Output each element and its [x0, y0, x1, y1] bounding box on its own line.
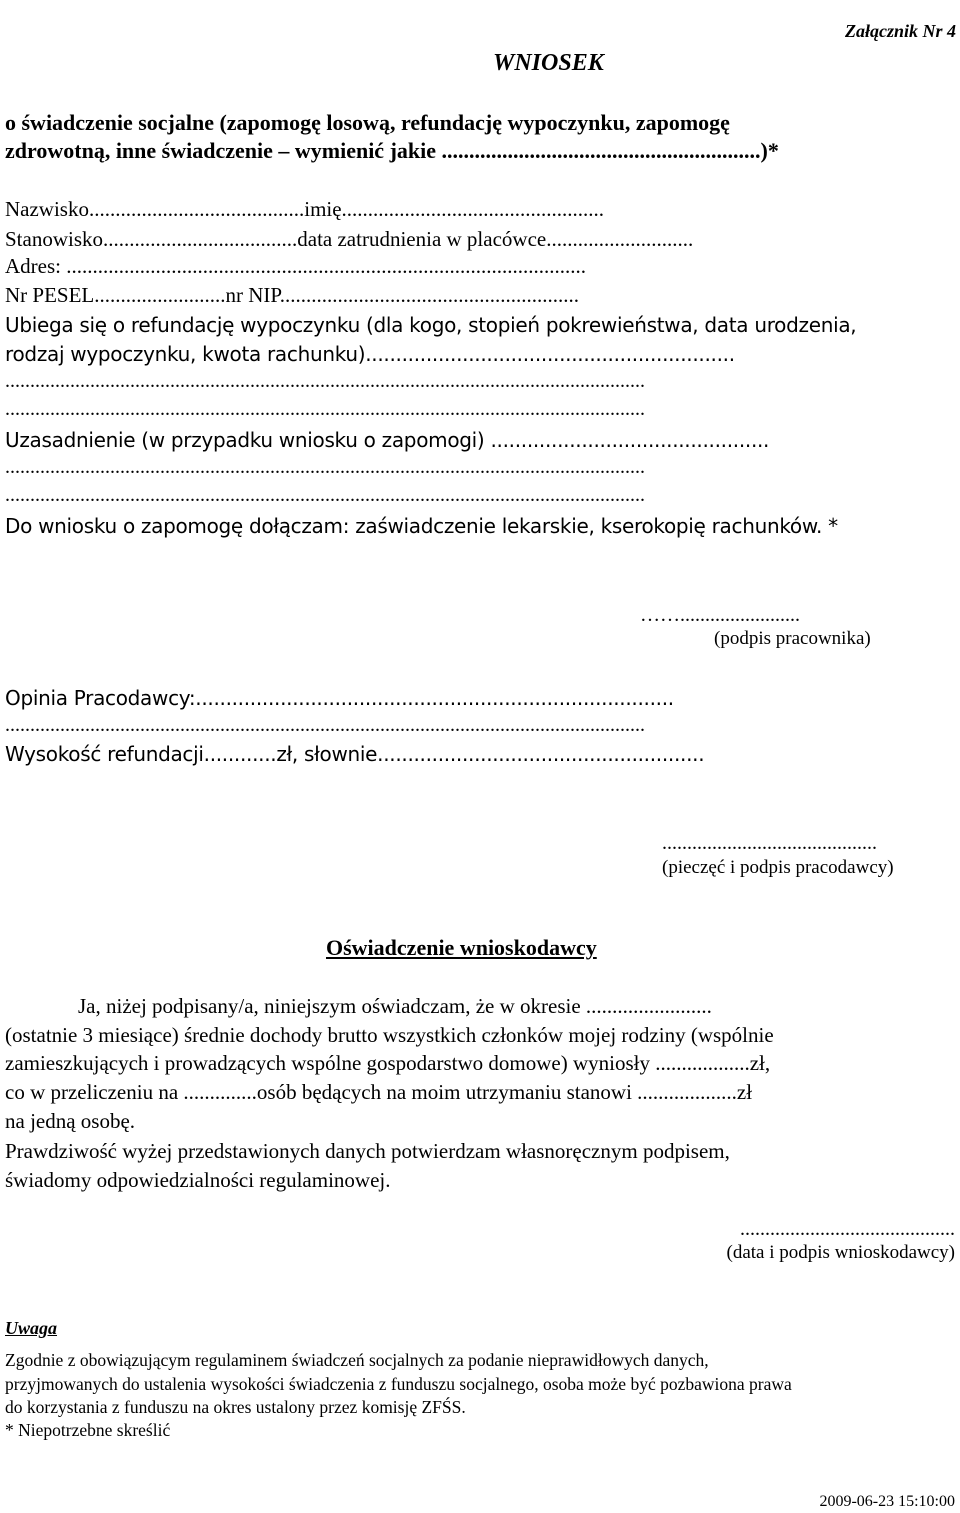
note-line-1: Zgodnie z obowiązującym regulaminem świadczeń socjalnych za podanie nieprawidłowych danych,: [5, 1350, 709, 1370]
document-title: WNIOSEK: [493, 50, 604, 76]
address-field[interactable]: Adres: ...................................................................................................: [5, 254, 586, 278]
declaration-line-4[interactable]: co w przeliczeniu na ..............osób będących na moim utrzymaniu stanowi ...................zł: [5, 1080, 753, 1104]
applicant-signature-dots[interactable]: ...........................................: [740, 1218, 955, 1240]
employer-signature-label: (pieczęć i podpis pracodawcy): [662, 857, 894, 878]
note-heading: Uwaga: [5, 1318, 58, 1338]
employee-signature-label: (podpis pracownika): [714, 628, 871, 649]
justification-line[interactable]: Uzasadnienie (w przypadku wniosku o zapomogi) ..............................................: [5, 428, 770, 452]
note-line-2: przyjmowanych do ustalenia wysokości świadczenia z funduszu socjalnego, osoba może być pozbawiona prawa: [5, 1374, 792, 1394]
position-field[interactable]: Stanowisko.....................................data zatrudnienia w placówce............................: [5, 227, 694, 251]
attachments-line: Do wniosku o zapomogę dołączam: zaświadczenie lekarskie, kserokopię rachunków. *: [5, 514, 838, 538]
refund-line-1: Ubiega się o refundację wypoczynku (dla kogo, stopień pokrewieństwa, data urodzenia,: [5, 313, 857, 337]
surname-field[interactable]: Nazwisko.........................................imię..................................................: [5, 197, 605, 221]
declaration-line-6: Prawdziwość wyżej przedstawionych danych potwierdzam własnoręcznym podpisem,: [5, 1139, 730, 1163]
timestamp: 2009-06-23 15:10:00: [819, 1493, 955, 1510]
declaration-line-3[interactable]: zamieszkujących i prowadzących wspólne gospodarstwo domowe) wyniosły ..................zł,: [5, 1051, 771, 1075]
subject-line-1: o świadczenie socjalne (zapomogę losową, refundację wypoczynku, zapomogę: [5, 110, 730, 135]
justification-dots-1[interactable]: ................................................................................................................................: [5, 456, 645, 478]
employer-signature-dots[interactable]: ...........................................: [662, 832, 877, 854]
pesel-nip-field[interactable]: Nr PESEL.........................nr NIP.........................................................: [5, 283, 580, 307]
subject-line-2: zdrowotną, inne świadczenie – wymienić jakie ..........................................................)*: [5, 138, 779, 163]
declaration-line-2: (ostatnie 3 miesiące) średnie dochody brutto wszystkich członków mojej rodziny (wspólnie: [5, 1023, 774, 1047]
annex-label: Załącznik Nr 4: [844, 21, 956, 41]
refund-dots-1[interactable]: ................................................................................................................................: [5, 370, 645, 392]
declaration-line-1[interactable]: Ja, niżej podpisany/a, niniejszym oświadczam, że w okresie ........................: [78, 994, 712, 1018]
declaration-line-7: świadomy odpowiedzialności regulaminowej.: [5, 1168, 391, 1192]
applicant-signature-label: (data i podpis wnioskodawcy): [726, 1242, 955, 1263]
employee-signature-dots[interactable]: ……........................: [640, 604, 800, 626]
note-line-4: * Niepotrzebne skreślić: [5, 1420, 171, 1440]
declaration-line-5: na jedną osobę.: [5, 1109, 136, 1133]
note-line-3: do korzystania z funduszu na okres ustalony przez komisję ZFŚS.: [5, 1397, 466, 1417]
refund-dots-2[interactable]: ................................................................................................................................: [5, 398, 645, 420]
refund-amount-line[interactable]: Wysokość refundacji............zł, słownie......................................................: [5, 742, 705, 766]
employer-opinion-line[interactable]: Opinia Pracodawcy:...............................................................................: [5, 686, 674, 710]
declaration-heading: Oświadczenie wnioskodawcy: [326, 935, 597, 960]
justification-dots-2[interactable]: ................................................................................................................................: [5, 484, 645, 506]
employer-opinion-dots[interactable]: ................................................................................................................................: [5, 714, 645, 736]
refund-line-2[interactable]: rodzaj wypoczynku, kwota rachunku).............................................................: [5, 342, 735, 366]
